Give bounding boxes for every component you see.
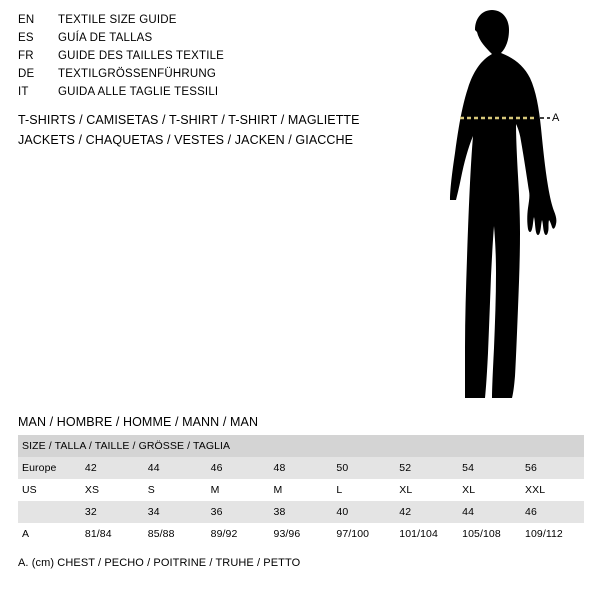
cell: M bbox=[207, 479, 270, 501]
legend-text: TEXTILGRÖSSENFÜHRUNG bbox=[58, 68, 216, 80]
legend-text: GUIDA ALLE TAGLIE TESSILI bbox=[58, 86, 219, 98]
row-label bbox=[18, 501, 81, 523]
silhouette-svg bbox=[400, 8, 600, 408]
legend-code: DE bbox=[18, 68, 35, 80]
row-label: Europe bbox=[18, 457, 81, 479]
cell: 89/92 bbox=[207, 523, 270, 545]
legend-code: EN bbox=[18, 14, 35, 26]
cell: XS bbox=[81, 479, 144, 501]
category-jackets: JACKETS / CHAQUETAS / VESTES / JACKEN / GIACCHE bbox=[18, 133, 354, 147]
row-label: US bbox=[18, 479, 81, 501]
table-row bbox=[18, 523, 584, 545]
cell: L bbox=[332, 479, 395, 501]
cell: S bbox=[144, 479, 207, 501]
cell: 52 bbox=[395, 457, 458, 479]
legend-text: TEXTILE SIZE GUIDE bbox=[58, 14, 177, 26]
legend-row bbox=[18, 50, 378, 68]
language-legend bbox=[18, 14, 378, 104]
legend-code: IT bbox=[18, 86, 29, 98]
chest-marker-label: A bbox=[552, 112, 560, 124]
male-silhouette-figure bbox=[400, 8, 600, 408]
cell: 54 bbox=[458, 457, 521, 479]
legend-row bbox=[18, 86, 378, 104]
cell: 81/84 bbox=[81, 523, 144, 545]
cell: 56 bbox=[521, 457, 584, 479]
row-label: A bbox=[18, 523, 81, 545]
legend-row bbox=[18, 14, 378, 32]
cell: 48 bbox=[270, 457, 333, 479]
table-row bbox=[18, 457, 584, 479]
cell: 34 bbox=[144, 501, 207, 523]
size-table-section bbox=[18, 415, 584, 569]
size-table bbox=[18, 435, 584, 545]
cell: 93/96 bbox=[270, 523, 333, 545]
body-silhouette-path bbox=[450, 10, 556, 398]
table-header-row bbox=[18, 435, 584, 457]
cell: 44 bbox=[144, 457, 207, 479]
legend-text: GUÍA DE TALLAS bbox=[58, 32, 153, 44]
cell: M bbox=[270, 479, 333, 501]
cell: 44 bbox=[458, 501, 521, 523]
table-footnote: A. (cm) CHEST / PECHO / POITRINE / TRUHE / PETTO bbox=[18, 557, 301, 569]
cell: 46 bbox=[207, 457, 270, 479]
garment-categories bbox=[18, 110, 418, 150]
cell: 109/112 bbox=[521, 523, 584, 545]
cell: XXL bbox=[521, 479, 584, 501]
cell: 46 bbox=[521, 501, 584, 523]
legend-row bbox=[18, 32, 378, 50]
legend-text: GUIDE DES TAILLES TEXTILE bbox=[58, 50, 225, 62]
cell: 101/104 bbox=[395, 523, 458, 545]
table-row bbox=[18, 479, 584, 501]
cell: XL bbox=[395, 479, 458, 501]
cell: 50 bbox=[332, 457, 395, 479]
cell: 42 bbox=[81, 457, 144, 479]
legend-code: ES bbox=[18, 32, 34, 44]
cell: 32 bbox=[81, 501, 144, 523]
cell: 40 bbox=[332, 501, 395, 523]
table-header-label: SIZE / TALLA / TAILLE / GRÖSSE / TAGLIA bbox=[18, 435, 584, 457]
category-tshirts: T-SHIRTS / CAMISETAS / T-SHIRT / T-SHIRT / MAGLIETTE bbox=[18, 113, 360, 127]
table-title: MAN / HOMBRE / HOMME / MANN / MAN bbox=[18, 415, 259, 429]
cell: 38 bbox=[270, 501, 333, 523]
cell: 36 bbox=[207, 501, 270, 523]
legend-row bbox=[18, 68, 378, 86]
cell: 85/88 bbox=[144, 523, 207, 545]
table-row bbox=[18, 501, 584, 523]
cell: 42 bbox=[395, 501, 458, 523]
cell: XL bbox=[458, 479, 521, 501]
cell: 97/100 bbox=[332, 523, 395, 545]
legend-code: FR bbox=[18, 50, 34, 62]
cell: 105/108 bbox=[458, 523, 521, 545]
